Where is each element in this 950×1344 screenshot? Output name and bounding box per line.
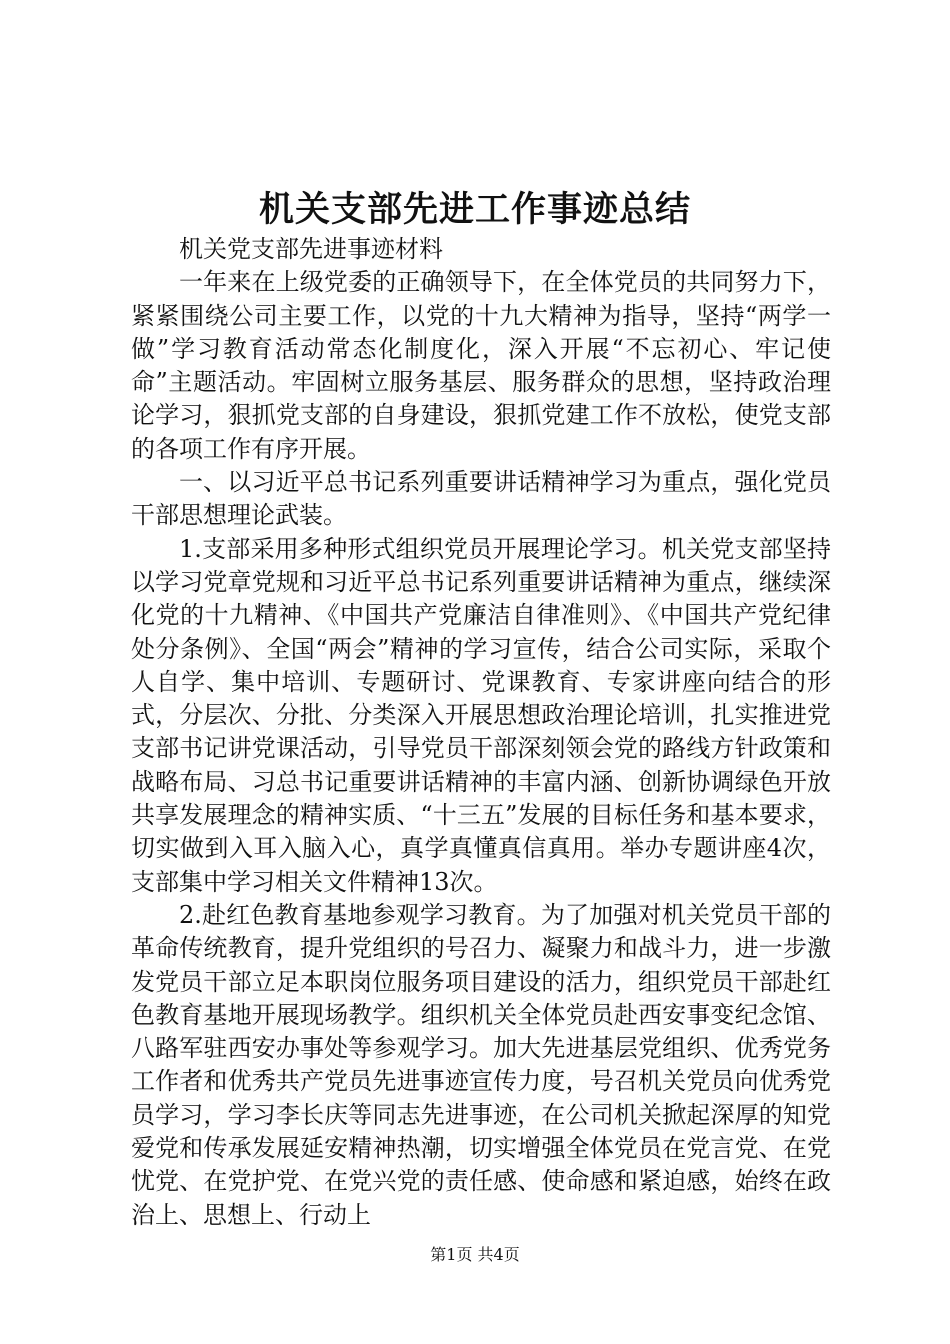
page-number-footer: 第1页 共4页 [430,1245,520,1264]
body-paragraph-subtitle: 机关党支部先进事迹材料 [179,235,443,263]
body-paragraph-item-two: 2.赴红色教育基地参观学习教育。为了加强对机关党员干部的革命传统教育，提升党组织的号召力、凝聚力和战斗力，进一步激发党员干部立足本职岗位服务项目建设的活力，组织党员干部赴红色教育基地开展现场教学。组织机关全体党员赴西安事变纪念馆、八路军驻西安办事处等参观学习。加大先进基层党组织、优秀党务工作者和优秀共产党员先进事迹宣传力度，号召机关党员向优秀党员学习，学习李长庆等同志先进事迹，在公司机关掀起深厚的知党爱党和传承发展延安精神热潮，切实增强全体党员在党言党、在党忧党、在党护党、在党兴党的责任感、使命感和紧迫感，始终在政治上、思想上、行动上 [131,900,831,1229]
document-title: 机关支部先进工作事迹总结 [258,189,691,230]
body-paragraph-section-one-heading: 一、以习近平总书记系列重要讲话精神学习为重点，强化党员干部思想理论武装。 [131,468,831,530]
body-paragraph-item-one: 1.支部采用多种形式组织党员开展理论学习。机关党支部坚持以学习党章党规和习近平总书记系列重要讲话精神为重点，继续深化党的十九精神、《中国共产党廉洁自律准则》、《中国共产党纪律处分条例》、全国“两会”精神的学习宣传，结合公司实际，采取个人自学、集中培训、专题研讨、党课教育、专家讲座向结合的形式，分层次、分批、分类深入开展思想政治理论培训，扎实推进党支部书记讲党课活动，引导党员干部深刻领会党的路线方针政策和战略布局、习总书记重要讲话精神的丰富内涵、创新协调绿色开放共享发展理念的精神实质、“十三五”发展的目标任务和基本要求，切实做到入耳入脑入心，真学真懂真信真用。举办专题讲座4次，支部集中学习相关文件精神13次。 [131,534,831,896]
document-body [131,233,831,1232]
body-paragraph-intro: 一年来在上级党委的正确领导下，在全体党员的共同努力下，紧紧围绕公司主要工作，以党的十九大精神为指导，坚持“两学一做”学习教育活动常态化制度化，深入开展“不忘初心、牢记使命”主题活动。牢固树立服务基层、服务群众的思想，坚持政治理论学习，狠抓党支部的自身建设，狠抓党建工作不放松，使党支部的各项工作有序开展。 [131,268,831,463]
